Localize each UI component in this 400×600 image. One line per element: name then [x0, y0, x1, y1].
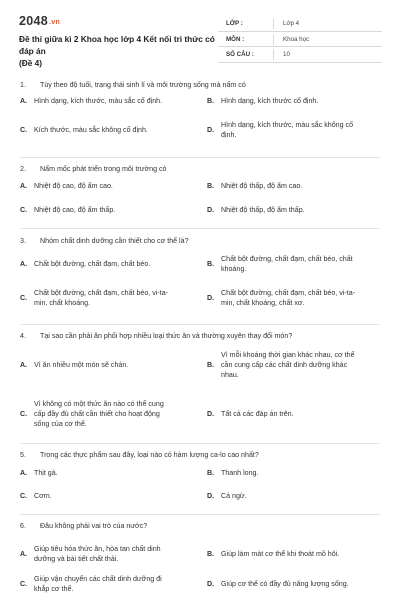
- option-text-line: min, chất khoáng.: [34, 299, 90, 307]
- option-text-line: Nhiệt độ thấp, độ ẩm thấp.: [221, 206, 305, 214]
- answer-option-b[interactable]: [207, 350, 382, 380]
- option-letter: A.: [20, 361, 28, 369]
- answer-option-a[interactable]: [20, 96, 195, 106]
- document-title: [19, 33, 229, 69]
- answer-option-a[interactable]: [20, 544, 195, 564]
- question-divider: [20, 443, 380, 444]
- option-text-line: nhau.: [221, 371, 239, 379]
- question-divider: [20, 228, 380, 229]
- option-text-line: Hình dạng, kích thước cố định.: [221, 97, 319, 105]
- option-text-line: cấp đầy đủ chất cần thiết cho hoạt động: [34, 410, 160, 418]
- option-text: [34, 399, 164, 429]
- option-letter: A.: [20, 550, 28, 558]
- option-text-line: Nhiệt độ thấp, độ ẩm cao.: [221, 182, 303, 190]
- option-text-line: Thanh long.: [221, 469, 259, 477]
- option-letter: B.: [207, 361, 215, 369]
- option-text-line: Giúp cơ thể có đầy đủ năng lượng sống.: [221, 580, 349, 588]
- option-text: [221, 350, 355, 380]
- answer-option-c[interactable]: [20, 491, 195, 501]
- question-divider: [20, 324, 380, 325]
- option-text-line: Chất bột đường, chất đạm, chất béo.: [34, 260, 151, 268]
- option-text-line: cần cung cấp các chất dinh dưỡng khác: [221, 361, 348, 369]
- document-header: [0, 0, 400, 68]
- option-text-line: khắp cơ thể.: [34, 585, 74, 593]
- question-3: [20, 236, 380, 246]
- option-text-line: Nhiệt độ cao, độ ẩm cao.: [34, 182, 113, 190]
- option-text: [221, 181, 302, 191]
- option-text: [34, 181, 113, 191]
- option-text: [34, 259, 150, 269]
- option-letter: C.: [20, 580, 28, 588]
- option-letter: B.: [207, 97, 215, 105]
- option-text: [34, 544, 161, 564]
- info-value: Khoa học: [283, 35, 310, 43]
- info-label: SỐ CÂU :: [226, 51, 254, 58]
- question-number: 4.: [20, 332, 26, 340]
- option-text-line: Giúp vận chuyển các chất dinh dưỡng đi: [34, 575, 162, 583]
- option-letter: D.: [207, 492, 215, 500]
- question-5: [20, 450, 380, 460]
- answer-option-c[interactable]: [20, 125, 195, 135]
- option-text-line: Thịt gà.: [34, 469, 58, 477]
- option-text-line: Cơm.: [34, 492, 52, 500]
- option-text: [221, 409, 294, 419]
- option-text-line: min, chất khoáng, chất xơ.: [221, 299, 305, 307]
- option-text-line: Chất bột đường, chất đạm, chất béo, chất: [221, 255, 353, 263]
- question-stem: [20, 164, 380, 174]
- option-text: [221, 579, 349, 589]
- option-letter: D.: [207, 206, 215, 214]
- option-text-line: Vì ăn nhiều một món sẽ chán.: [34, 361, 129, 369]
- option-text-line: Chất bột đường, chất đạm, chất béo, vi-ta-: [34, 289, 169, 297]
- option-text: [221, 96, 318, 106]
- question-6: [20, 521, 380, 531]
- option-text-line: định.: [221, 131, 237, 139]
- option-text-line: Giúp làm mát cơ thể khi thoát mồ hôi.: [221, 550, 340, 558]
- option-text: [221, 254, 353, 274]
- answer-option-c[interactable]: [20, 399, 195, 429]
- option-letter: D.: [207, 294, 215, 302]
- answer-option-d[interactable]: [207, 579, 382, 589]
- logo-suffix: .vn: [49, 19, 61, 26]
- option-letter: C.: [20, 126, 28, 134]
- answer-option-c[interactable]: [20, 574, 195, 594]
- option-text: [34, 205, 115, 215]
- info-value: Lớp 4: [283, 20, 300, 27]
- question-stem: [20, 80, 380, 90]
- info-label: MÔN :: [226, 35, 245, 43]
- info-row-grade: [218, 16, 382, 32]
- answer-option-d[interactable]: [207, 120, 382, 140]
- option-letter: B.: [207, 260, 215, 268]
- option-text: [34, 574, 162, 594]
- question-4: [20, 331, 380, 341]
- option-letter: D.: [207, 410, 215, 418]
- option-letter: C.: [20, 410, 28, 418]
- question-2: [20, 164, 380, 174]
- answer-option-b[interactable]: [207, 549, 382, 559]
- option-text-line: sống của cơ thể.: [34, 420, 87, 428]
- question-stem: [20, 236, 380, 246]
- answer-option-d[interactable]: [207, 491, 382, 501]
- option-text: [221, 549, 339, 559]
- option-letter: A.: [20, 182, 28, 190]
- option-text: [34, 360, 128, 370]
- question-text: Tại sao cần phải ăn phối hợp nhiều loại thức ăn và thường xuyên thay đổi món?: [40, 332, 293, 340]
- question-text: Trong các thực phẩm sau đây, loại nào có hàm lượng ca-lo cao nhất?: [40, 451, 259, 459]
- question-number: 2.: [20, 165, 26, 173]
- option-text-line: Hình dạng, kích thước, màu sắc không cố: [221, 121, 354, 129]
- question-text: Tùy theo độ tuổi, trạng thái sinh lí và môi trường sống mà nấm có: [40, 81, 246, 89]
- option-letter: A.: [20, 260, 28, 268]
- option-text: [221, 491, 247, 501]
- option-text-line: khoáng.: [221, 265, 247, 273]
- option-text-line: Vì không có một thức ăn nào có thể cung: [34, 400, 164, 408]
- option-text-line: Chất bột đường, chất đạm, chất béo, vi-ta-: [221, 289, 356, 297]
- answer-option-b[interactable]: [207, 254, 382, 274]
- answer-option-d[interactable]: [207, 205, 382, 215]
- answer-option-a[interactable]: [20, 181, 195, 191]
- answer-option-a[interactable]: [20, 468, 195, 478]
- question-divider: [20, 157, 380, 158]
- question-stem: [20, 331, 380, 341]
- answer-option-a[interactable]: [20, 360, 195, 370]
- option-letter: A.: [20, 469, 28, 477]
- option-text-line: Cá ngừ.: [221, 492, 247, 500]
- option-text-line: dưỡng và bài tiết chất thải.: [34, 555, 119, 563]
- site-logo[interactable]: [19, 14, 60, 28]
- question-number: 5.: [20, 451, 26, 459]
- info-row-count: [218, 47, 382, 63]
- option-text: [34, 288, 168, 308]
- answer-option-d[interactable]: [207, 409, 382, 419]
- option-letter: B.: [207, 182, 215, 190]
- info-label: LỚP :: [226, 20, 243, 27]
- answer-option-b[interactable]: [207, 468, 382, 478]
- option-text: [34, 96, 162, 106]
- option-text: [34, 491, 52, 501]
- option-letter: B.: [207, 550, 215, 558]
- option-text-line: Tất cả các đáp án trên.: [221, 410, 294, 418]
- option-text-line: Nhiệt độ cao, độ ẩm thấp.: [34, 206, 116, 214]
- option-letter: D.: [207, 580, 215, 588]
- answer-option-b[interactable]: [207, 96, 382, 106]
- option-text: [221, 288, 355, 308]
- option-letter: B.: [207, 469, 215, 477]
- option-letter: C.: [20, 294, 28, 302]
- question-text: Nấm mốc phát triển trong môi trường có: [40, 165, 167, 173]
- question-number: 3.: [20, 237, 26, 245]
- option-text: [221, 468, 258, 478]
- question-stem: [20, 521, 380, 531]
- question-number: 6.: [20, 522, 26, 530]
- logo-text: 2048: [19, 14, 49, 28]
- option-text: [34, 125, 148, 135]
- option-letter: C.: [20, 492, 28, 500]
- option-text-line: Giúp tiêu hóa thức ăn, hòa tan chất dinh: [34, 545, 161, 553]
- document-title-line: Đề thi giữa kì 2 Khoa học lớp 4 Kết nối tri thức có đáp án: [19, 34, 215, 56]
- question-text: Nhóm chất dinh dưỡng cần thiết cho cơ thể là?: [40, 237, 189, 245]
- answer-option-a[interactable]: [20, 259, 195, 269]
- option-letter: C.: [20, 206, 28, 214]
- question-number: 1.: [20, 81, 26, 89]
- option-letter: A.: [20, 97, 28, 105]
- question-1: [20, 80, 380, 90]
- option-text: [221, 205, 305, 215]
- question-text: Đâu không phải vai trò của nước?: [40, 522, 148, 530]
- answer-option-c[interactable]: [20, 288, 195, 308]
- answer-option-c[interactable]: [20, 205, 195, 215]
- answer-option-d[interactable]: [207, 288, 382, 308]
- option-text-line: Vì mỗi khoáng thời gian khác nhau, cơ thể: [221, 351, 355, 359]
- option-text-line: Kích thước, màu sắc không cố định.: [34, 126, 148, 134]
- question-divider: [20, 514, 380, 515]
- question-stem: [20, 450, 380, 460]
- info-value: 10: [283, 51, 290, 58]
- option-text-line: Hình dạng, kích thước, màu sắc cố định.: [34, 97, 163, 105]
- info-row-subject: [218, 32, 382, 48]
- option-text: [34, 468, 58, 478]
- option-text: [221, 120, 353, 140]
- option-letter: D.: [207, 126, 215, 134]
- answer-option-b[interactable]: [207, 181, 382, 191]
- info-table: [218, 16, 382, 63]
- document-title-line: (Đề 4): [19, 58, 43, 68]
